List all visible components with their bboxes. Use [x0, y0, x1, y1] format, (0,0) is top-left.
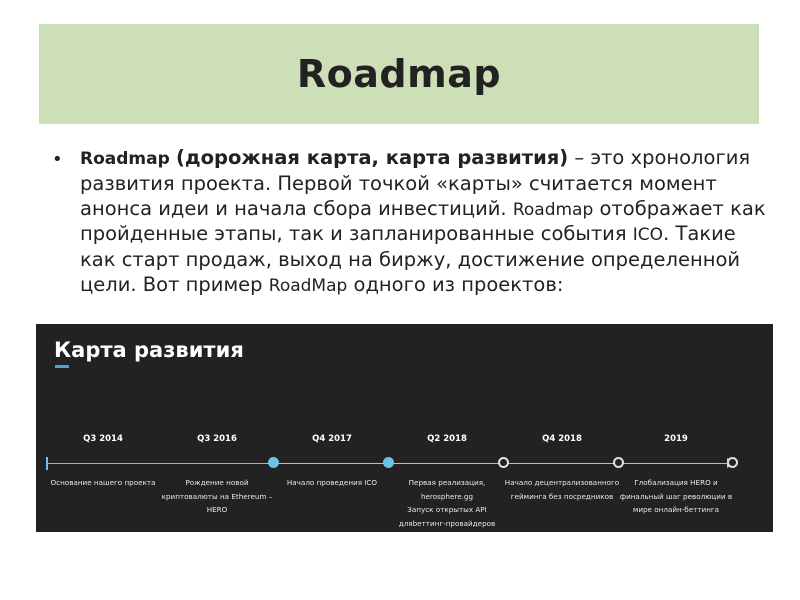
- bullet-text-4: одного из проектов:: [353, 272, 564, 296]
- bullet-text-3: . Такие как старт продаж, выход на биржу, достижение определенной цели. Вот пример: [80, 222, 741, 296]
- milestone-line: Первая реализация,: [408, 478, 486, 487]
- milestone-node: [727, 457, 738, 468]
- milestone-line: Основание нашего проекта: [50, 478, 156, 487]
- milestone-line: финальный шаг революции в: [619, 491, 733, 501]
- milestone-period: 2019: [664, 434, 688, 444]
- bullet-text-1: – это хронология развития проекта. Первой точкой «карты» считается момент анонса идеи и начала сбора инвестиций.: [80, 146, 751, 220]
- term-roadmap: Roadmap: [80, 149, 170, 169]
- slide-title: Roadmap: [296, 52, 502, 96]
- milestone-description: [617, 476, 735, 517]
- milestone-period: Q3 2014: [83, 434, 123, 444]
- milestone-period: Q4 2018: [542, 434, 582, 444]
- milestone-line: дляbеттинг-провайдеров: [398, 518, 496, 528]
- milestone-description: [273, 476, 391, 490]
- term-ico: ICO: [632, 225, 664, 246]
- milestone-period: Q4 2017: [312, 434, 352, 444]
- milestone-line: Запуск открытых API: [407, 505, 487, 514]
- roadmap-image: [36, 324, 773, 532]
- milestone-line: Начало децентрализованного: [504, 478, 620, 487]
- milestone-node: [268, 457, 279, 468]
- milestone-period: Q2 2018: [427, 434, 467, 444]
- milestone-line: гейминга без посредников: [510, 491, 614, 501]
- timeline-axis-future: [265, 463, 728, 464]
- milestone-description: [158, 476, 276, 517]
- term-roadmap-3: RoadMap: [268, 275, 348, 296]
- milestone-line: криптовалюты на Ethereum –: [161, 491, 273, 501]
- term-gloss: (дорожная карта, карта развития): [175, 146, 569, 169]
- milestone-description: [44, 476, 162, 490]
- milestone-line: herosphere.gg: [420, 491, 474, 501]
- milestone-node: [613, 457, 624, 468]
- milestone-description: [388, 476, 506, 530]
- milestone-description: [503, 476, 621, 503]
- roadmap-title: Карта развития: [54, 338, 244, 362]
- milestone-line: мире онлайн-беттинга: [632, 505, 720, 514]
- milestone-node: [383, 457, 394, 468]
- bullet-text-2: отображает как пройденные этапы, так и запланированные события: [80, 196, 766, 246]
- title-underline: [55, 365, 69, 368]
- milestone-period: Q3 2016: [197, 434, 237, 444]
- milestone-line: Начало проведения ICO: [286, 478, 378, 487]
- milestone-node: [498, 457, 509, 468]
- milestone-line: Рождение новой: [185, 478, 249, 487]
- timeline-axis-completed: [47, 463, 265, 464]
- term-roadmap-2: Roadmap: [512, 199, 594, 220]
- milestone-line: HERO: [206, 505, 228, 514]
- title-band: [39, 24, 759, 124]
- bullet-marker: •: [52, 149, 63, 170]
- bullet-text: [80, 146, 770, 299]
- milestone-line: Глобализация HERO и: [634, 478, 718, 487]
